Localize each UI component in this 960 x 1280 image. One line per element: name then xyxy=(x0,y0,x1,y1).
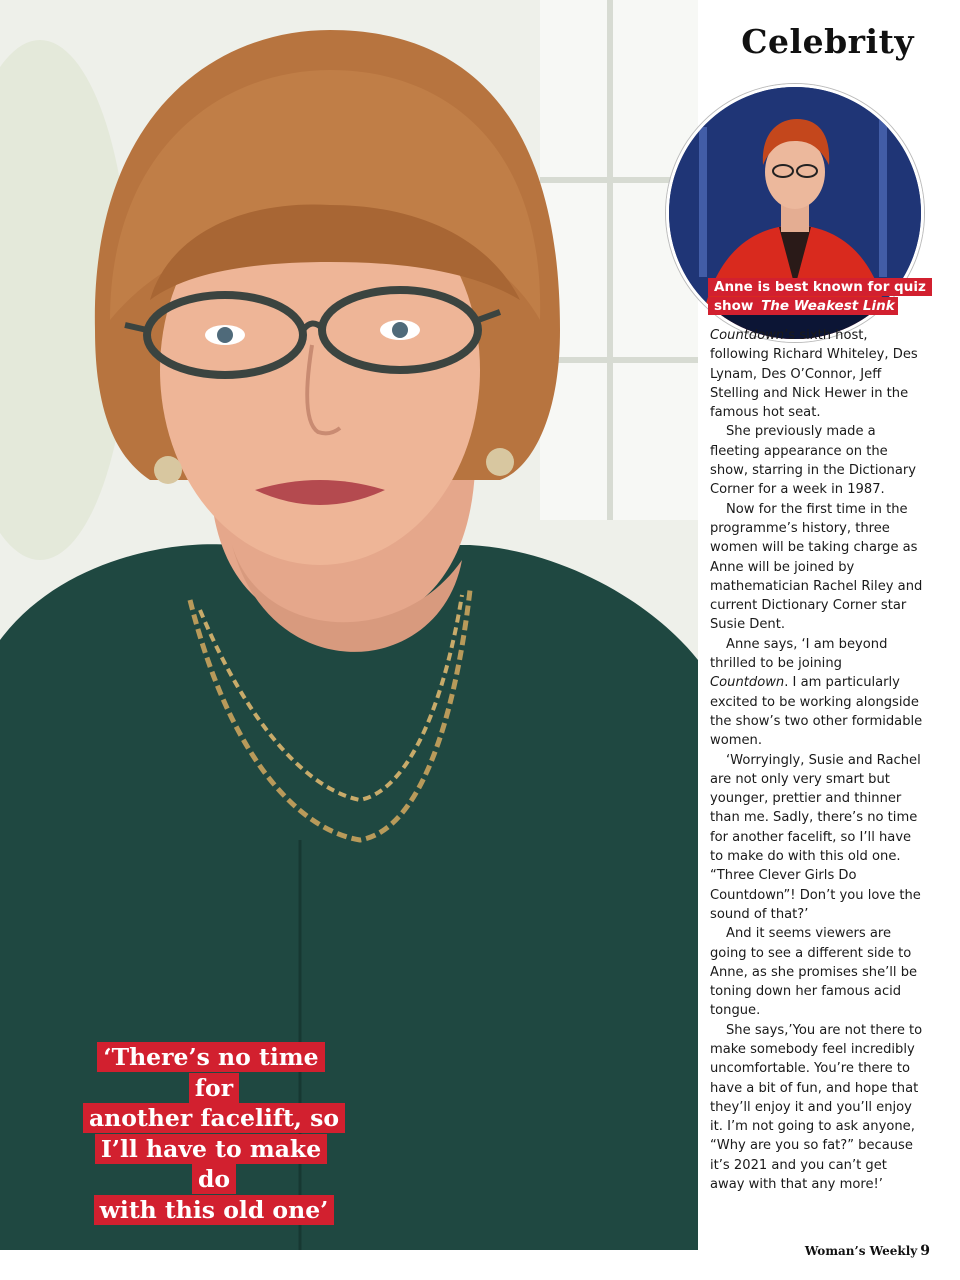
page-footer xyxy=(805,1243,930,1259)
section-title: Celebrity xyxy=(741,22,914,61)
article-paragraph xyxy=(710,326,924,422)
show-title: Countdown xyxy=(710,328,785,343)
article-paragraph: ‘Worryingly, Susie and Rachel are not only very smart but younger, prettier and thinner than me. Sadly, there’s no time for another facelift, so I’ll have to make do with this old one. “Three Clever Girls Do Countdown”! Don’t you love the sound of that?’ xyxy=(710,752,921,922)
article-paragraph xyxy=(710,635,924,751)
article-paragraph: She says,’You are not there to make somebody feel incredibly uncomfortable. You’re there to have a bit of fun, and hope that they’ll enjoy it and you’ll enjoy it. I’m not going to ask anyone, “Why are you so fat?” because it’s 2021 and you can’t get away with that any more!’ xyxy=(710,1022,923,1193)
inset-caption-text: Anne is best known for quiz show xyxy=(711,278,929,315)
paragraph-text: . I am particularly excited to be working alongside the show’s two other formidable women. xyxy=(710,675,923,749)
paragraph-text: Anne says, ‘I am beyond thrilled to be joining xyxy=(710,636,888,672)
inset-caption xyxy=(708,278,948,316)
show-title: Countdown xyxy=(710,675,785,691)
article-paragraph: Now for the first time in the programme’s history, three women will be taking charge as Anne will be joined by mathematician Rachel Riley and current Dictionary Corner star Susie Dent. xyxy=(710,501,923,633)
paragraph-text: ’s sixth host, following Richard Whiteley, Des Lynam, Des O’Connor, Jeff Stelling and Nick Hewer in the famous hot seat. xyxy=(710,328,918,421)
pull-quote-line: with this old one’ xyxy=(94,1195,335,1225)
article-paragraph: She previously made a fleeting appearance on the show, starring in the Dictionary Corner for a week in 1987. xyxy=(710,424,916,498)
pull-quote-line: I’ll have to make do xyxy=(95,1134,327,1195)
article-paragraph: And it seems viewers are going to see a different side to Anne, as she promises she’ll be toning down her famous acid tongue. xyxy=(710,926,918,1019)
page-number: 9 xyxy=(920,1243,930,1259)
magazine-name: Woman’s Weekly xyxy=(804,1244,918,1258)
pull-quote-line: another facelift, so xyxy=(83,1103,345,1133)
article-body xyxy=(710,326,924,1194)
pull-quote-line: ‘There’s no time for xyxy=(97,1042,324,1103)
pull-quote xyxy=(78,1042,350,1225)
inset-caption-show: The Weakest Link xyxy=(761,298,895,314)
